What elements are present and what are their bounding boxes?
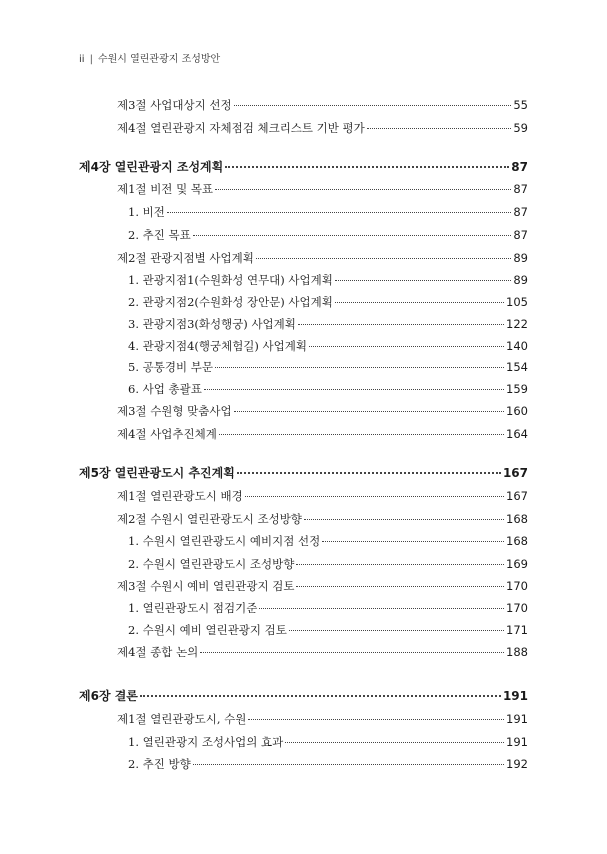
toc-entry: 1. 비전 87 xyxy=(128,205,528,219)
toc-entry: 2. 수원시 예비 열린관광지 검토 171 xyxy=(128,623,528,637)
toc-entry: 1. 열린관광도시 점검기준 170 xyxy=(128,601,528,615)
toc-entry: 제3절 사업대상지 선정 55 xyxy=(117,98,528,112)
toc-entry: 1. 관광지점1(수원화성 연무대) 사업계획 89 xyxy=(128,273,528,287)
toc-entry: 제4절 열린관광지 자체점검 체크리스트 기반 평가 59 xyxy=(117,121,528,135)
toc-chapter: 제4장 열린관광지 조성계획 87 xyxy=(79,160,528,174)
toc-entry: 제1절 열린관광도시, 수원 191 xyxy=(117,712,528,726)
toc-entry: 5. 공통경비 부문 154 xyxy=(128,360,528,374)
toc-entry: 4. 관광지점4(행궁체험길) 사업계획 140 xyxy=(128,339,528,353)
toc-entry: 제4절 사업추진체계 164 xyxy=(117,427,528,441)
toc-entry: 3. 관광지점3(화성행궁) 사업계획 122 xyxy=(128,317,528,331)
toc-entry: 1. 열린관광지 조성사업의 효과 191 xyxy=(128,735,528,749)
toc-entry: 2. 관광지점2(수원화성 장안문) 사업계획 105 xyxy=(128,295,528,309)
header-separator: | xyxy=(89,54,93,65)
toc-entry: 제2절 관광지점별 사업계획 89 xyxy=(117,251,528,265)
toc-entry: 제3절 수원시 예비 열린관광지 검토 170 xyxy=(117,579,528,593)
toc-chapter: 제5장 열린관광도시 추진계획 167 xyxy=(79,466,528,480)
toc-entry: 1. 수원시 열린관광도시 예비지점 선정 168 xyxy=(128,534,528,548)
toc-entry: 2. 추진 목표 87 xyxy=(128,228,528,242)
toc-entry: 제2절 수원시 열린관광도시 조성방향 168 xyxy=(117,512,528,526)
toc-entry: 제4절 종합 논의 188 xyxy=(117,645,528,659)
toc-entry: 2. 추진 방향 192 xyxy=(128,757,528,771)
toc-chapter: 제6장 결론 191 xyxy=(79,689,528,703)
header-title: 수원시 열린관광지 조성방안 xyxy=(97,54,221,65)
running-header xyxy=(79,50,220,65)
toc-entry: 제3절 수원형 맞춤사업 160 xyxy=(117,404,528,418)
toc-entry: 제1절 비전 및 목표 87 xyxy=(117,182,528,196)
header-page-number: ii xyxy=(79,54,85,65)
toc-entry: 2. 수원시 열린관광도시 조성방향 169 xyxy=(128,557,528,571)
toc-entry: 제1절 열린관광도시 배경 167 xyxy=(117,489,528,503)
toc-entry: 6. 사업 총괄표 159 xyxy=(128,382,528,396)
